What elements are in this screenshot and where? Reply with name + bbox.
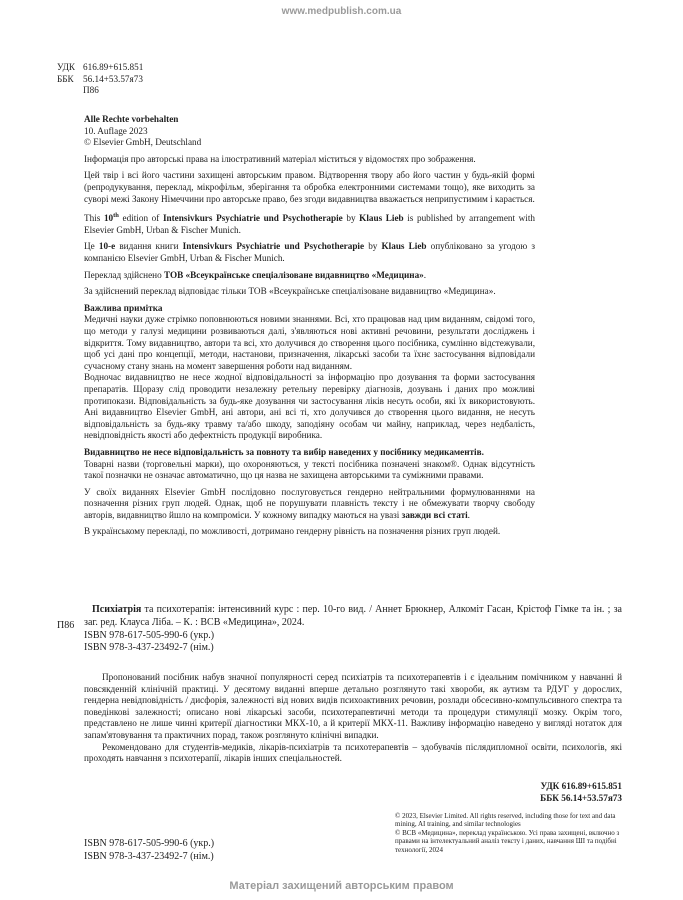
classification-block — [57, 62, 257, 97]
bottom-udk: УДК 616.89+615.851 — [540, 781, 622, 791]
udk-label: УДК — [57, 62, 75, 72]
en-p3: by — [342, 213, 360, 224]
en-p1: This — [84, 213, 104, 224]
udk-row — [57, 62, 257, 74]
copyright-line-1: © 2023, Elsevier Limited. All rights reserved, including those for text and data mining, AI training, and similar technologies — [395, 812, 616, 829]
watermark-top: www.medpublish.com.ua — [281, 6, 402, 17]
protection-text: Цей твір і всі його частини захищені авторським правом. Відтворення твору або його частин у будь-якій формі (репродукування, переклад, мікрофільм, зберігання та обробка електронними системами тощо), яке виходить за суворі межі Закону Німеччини про авторське право, без згоди видавництва вважається неприпустимим і карається. — [84, 170, 535, 204]
tr-suffix: . — [423, 269, 427, 280]
bbk-row — [57, 74, 257, 86]
en-edition — [104, 213, 119, 223]
bbk-value: 56.14+53.57я73 — [83, 73, 143, 84]
watermark-bottom: Матеріал захищений авторським правом — [229, 880, 454, 892]
en-author: Klaus Lieb — [359, 213, 404, 224]
gender-text: У своїх виданнях Elsevier GmbH послідовно послуговується гендерно нейтральними формулюваннями на позначення різних груп людей. Однак, щоб не порушувати плавність тексту і не обмежувати творчу свободу авторів, видавництво йшло на компроміси. У кожному випадку маються на увазі — [84, 486, 535, 520]
responsibility-line: За здійснений переклад відповідає тільки ТОВ «Всеукраїнське спеціалізоване видавництво «Медицина». — [84, 286, 496, 297]
main-column — [84, 114, 535, 538]
ukr-gender-note: В українському перекладі, по можливості, дотримано гендерну рівність на позначення різних груп людей. — [84, 526, 501, 537]
no-responsibility-text: Товарні назви (торговельні марки), що охороняються, у тексті посібника позначені знаком®. Однак відсутність такої позначки не означає автоматично, що ця назва не захищена авторськими та суміжними правами. — [84, 458, 535, 481]
uk-p4: опубліковано за угодою з компанією Elsevier GmbH, Urban & Fischer Munich. — [84, 241, 535, 263]
info-line: Інформація про авторські права на ілюстративний матеріал міститься у відомостях про зображення. — [84, 153, 476, 164]
gender-bold: завжди всі статі — [401, 509, 468, 520]
udk-value: 616.89+615.851 — [83, 62, 144, 72]
rights-block — [84, 114, 535, 149]
catalog-title-bold: Психіатрія — [92, 604, 142, 615]
tr-prefix: Переклад здійснено — [84, 269, 164, 280]
en-title: Intensivkurs Psychiatrie und Psychotherapie — [162, 213, 343, 224]
uk-title: Intensivkurs Psychiatrie und Psychotherapie — [182, 241, 365, 252]
en-p4: is published by arrangement with Elsevier GmbH, Urban & Fischer Munich. — [84, 213, 535, 235]
tr-publisher: ТОВ «Всеукраїнське спеціалізоване видавництво «Медицина» — [163, 269, 424, 280]
copyright-line-2: © ВСВ «Медицина», переклад українською. Усі права захищені, включно з правами на інтелектуальний аналіз тексту і даних, навчання ШІ та подібні технології, 2024 — [395, 828, 620, 854]
uk-p2: видання книги — [115, 241, 183, 252]
en-ed-num: 10 — [103, 213, 114, 224]
no-responsibility — [84, 447, 535, 482]
annotation-p1: Пропонований посібник набув значної популярності серед психіатрів та психотерапевтів і є ідеальним помічником у навчанні й повсякденній клінічній практиці. У десятому виданні вперше детально розглянуто такі хвороби, як аутизм та РДУГ у дорослих, гендерна невідповідність / дисфорія, залежності від нових видів психоактивних речовин, розлади обсесивно-компульсивного спектра та поведінкові залежності; описано нові лікарські засоби, психотерапевтичні методи та процедури стимуляції мозку. Окрім того, представлено не лише чинні критерії діагностики МКХ-10, а й критерії МКХ-11. Важливу інформацію наведено у вигляді нотаток для запам'ятовування та практичних порад, також розглянуто клінічні випадки. — [84, 672, 622, 740]
no-responsibility-bold: Видавництво не несе відповідальність за повноту та вибір наведених у посібнику медикаментів. — [84, 446, 484, 457]
catalog-mark: П86 — [57, 620, 75, 631]
catalog-isbn2: ISBN 978-3-437-23492-7 (нім.) — [84, 642, 214, 654]
english-note — [84, 210, 535, 236]
rights-edition: 10. Auflage 2023 — [84, 125, 148, 136]
important-p1: Медичні науки дуже стрімко поповнюються новими знаннями. Всі, хто працював над цим виданням, свідомі того, що методи у галузі медицини розвиваються далі, з'являються нові активні речовини, результати досліджень і відкриття. Тому видавництво, автори та всі, хто долучився до створення цього посібника, сумлінно відстежували, щоб усі дані про концепції, методи, настанови, призначення, лікарські засоби та їхнє застосування відповідали сучасному стану знань на момент завершення роботи над виданням. — [84, 314, 535, 371]
uk-edition: 10-е — [98, 241, 116, 252]
rights-heading: Alle Rechte vorbehalten — [84, 114, 179, 124]
important-heading: Важлива примітка — [84, 302, 163, 313]
bottom-bbk: ББК 56.14+53.57я73 — [540, 792, 622, 803]
copyright-small — [395, 812, 623, 854]
gender-note — [84, 487, 535, 522]
annotation-p2: Рекомендовано для студентів-медиків, лікарів-психіатрів та психотерапевтів – здобувачів післядипломної освіти, психологів, які проходять навчання з психотерапії, лікарів інших спеціальностей. — [84, 741, 622, 764]
en-p2: edition of — [118, 213, 163, 224]
bbk-label: ББК — [57, 73, 74, 84]
translation-line — [84, 270, 535, 282]
bottom-classification — [480, 781, 622, 804]
uk-p1: Це — [84, 241, 99, 252]
important-p2: Водночас видавництво не несе жодної відповідальності за інформацію про дозування та форми застосування препаратів. Щоразу слід проводити незалежну ретельну перевірку діагнозів, дозувань і даних про можливі протипокази. Відповідальність за будь-яке дозування чи застосування ліків несуть особи, які їх використовують. Ані видавництво Elsevier GmbH, ані автори, ані всі ті, хто долучився до створення цього видання, не несуть відповідальність за будь-яку травму та/або шкоду, заподіяну особам чи майну, наприклад, через недбалість, невідповідність якості або дефектність продукції виробника. — [84, 372, 535, 441]
bottom-isbn — [84, 838, 344, 864]
ukr-note — [84, 241, 535, 264]
gender-end: . — [467, 509, 470, 520]
catalog-title-rest: та психотерапія: інтенсивний курс : пер. 10-го вид. / Аннет Брюкнер, Алкоміт Гасан, Крістоф Гімке та ін. ; за заг. ред. Клауса Ліба. – К. : ВСВ «Медицина», 2024. — [84, 604, 622, 628]
bottom-isbn2: ISBN 978-3-437-23492-7 (нім.) — [84, 850, 214, 862]
en-ed-sup: th — [113, 212, 119, 220]
important-note — [84, 303, 535, 442]
catalog-title — [84, 604, 622, 630]
annotation — [84, 672, 622, 765]
catalog-card — [84, 604, 622, 655]
uk-author: Klaus Lieb — [381, 241, 427, 252]
catalog-isbn1: ISBN 978-617-505-990-6 (укр.) — [84, 629, 215, 641]
bottom-isbn1: ISBN 978-617-505-990-6 (укр.) — [84, 838, 215, 849]
uk-p3: by — [364, 241, 382, 252]
author-mark: П86 — [83, 85, 99, 96]
rights-copyright: © Elsevier GmbH, Deutschland — [84, 137, 202, 148]
